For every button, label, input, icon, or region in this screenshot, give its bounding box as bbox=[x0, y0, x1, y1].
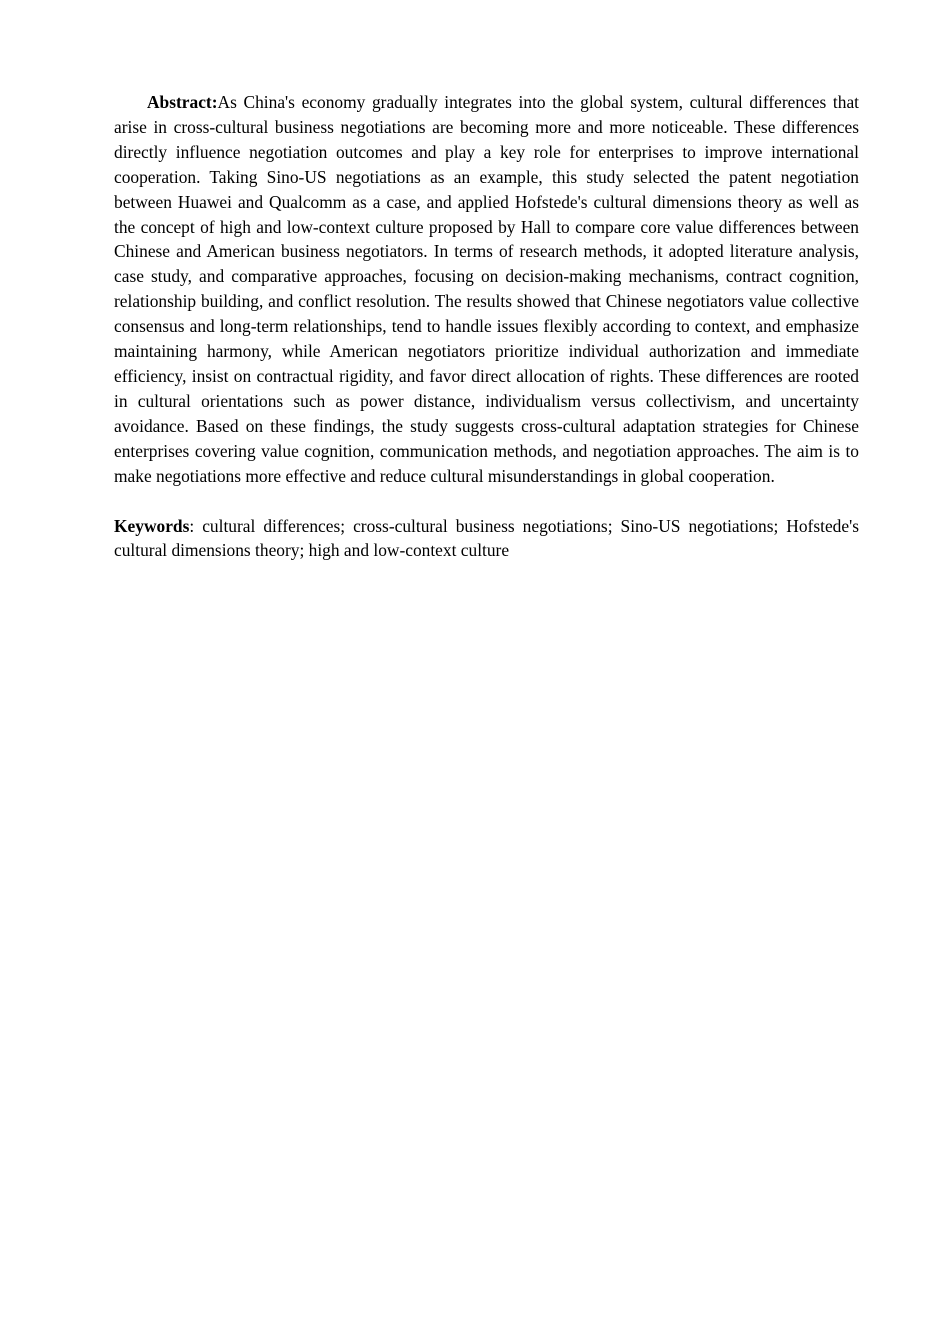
abstract-paragraph bbox=[114, 90, 859, 489]
keywords-paragraph bbox=[114, 514, 859, 564]
keywords-text: : cultural differences; cross-cultural business negotiations; Sino-US negotiations; Hofstede's cultural dimensions theory; high and low-context culture bbox=[114, 515, 859, 561]
abstract-label: Abstract: bbox=[147, 92, 218, 112]
abstract-text: As China's economy gradually integrates into the global system, cultural differences that arise in cross-cultural business negotiations are becoming more and more noticeable. These differences directly influence negotiation outcomes and play a key role for enterprises to improve international cooperation. Taking Sino-US negotiations as an example, this study selected the patent negotiation between Huawei and Qualcomm as a case, and applied Hofstede's cultural dimensions theory as well as the concept of high and low-context culture proposed by Hall to compare core value differences between Chinese and American business negotiators. In terms of research methods, it adopted literature analysis, case study, and comparative approaches, focusing on decision-making mechanisms, contract cognition, relationship building, and conflict resolution. The results showed that Chinese negotiators value collective consensus and long-term relationships, tend to handle issues flexibly according to context, and emphasize maintaining harmony, while American negotiators prioritize individual authorization and immediate efficiency, insist on contractual rigidity, and favor direct allocation of rights. These differences are rooted in cultural orientations such as power distance, individualism versus collectivism, and uncertainty avoidance. Based on these findings, the study suggests cross-cultural adaptation strategies for Chinese enterprises covering value cognition, communication methods, and negotiation approaches. The aim is to make negotiations more effective and reduce cultural misunderstandings in global cooperation. bbox=[114, 92, 859, 486]
keywords-label: Keywords bbox=[114, 515, 190, 536]
document-page bbox=[114, 90, 859, 563]
